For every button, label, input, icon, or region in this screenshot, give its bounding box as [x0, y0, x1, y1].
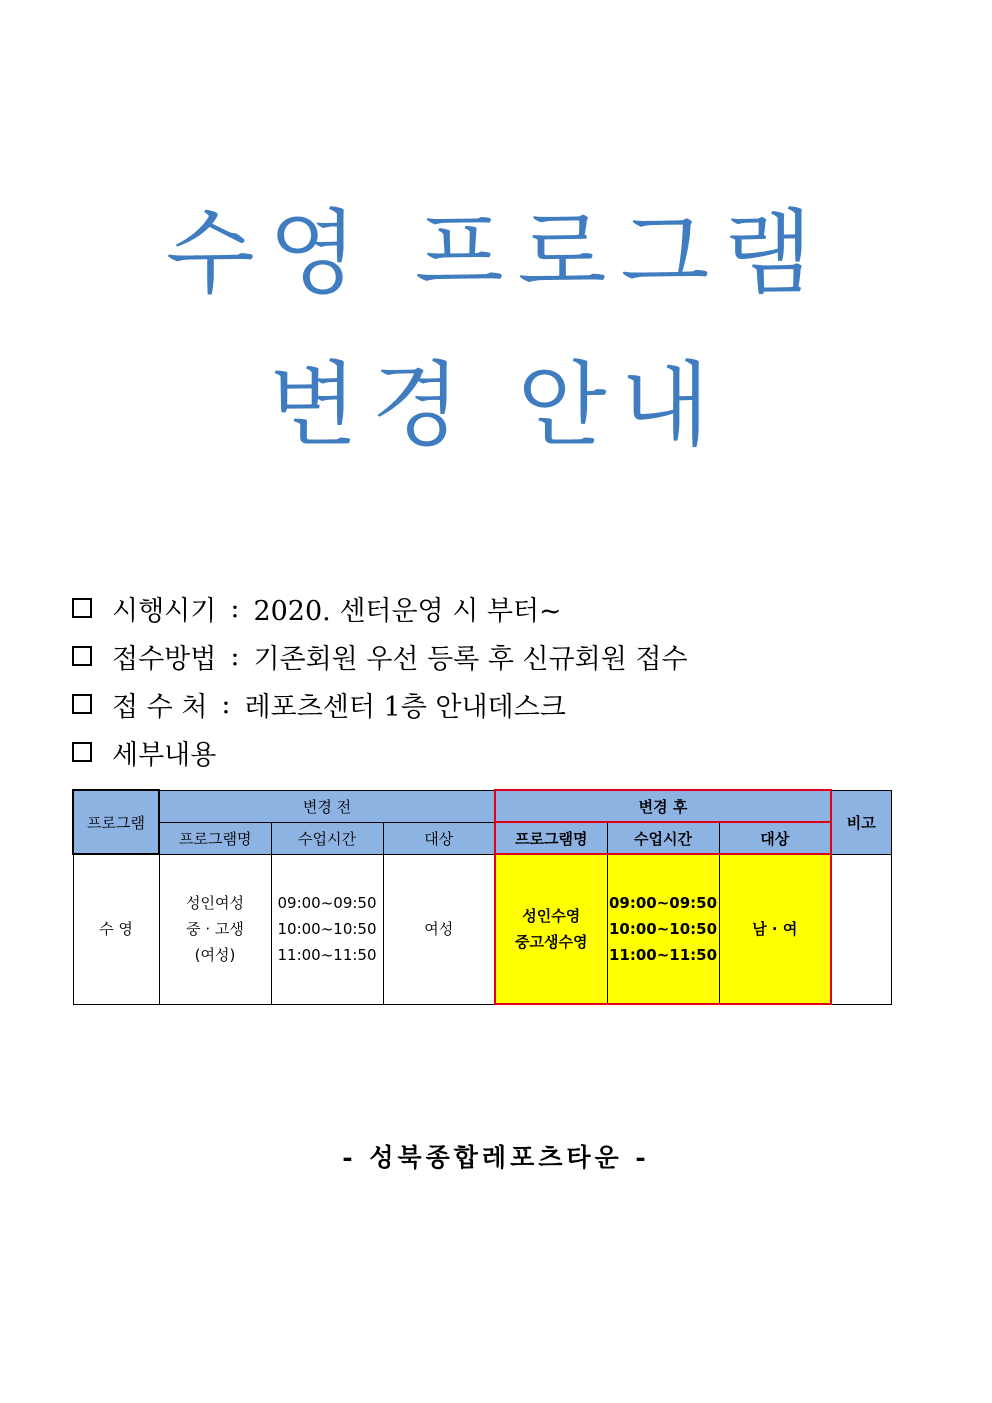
footer-organization: - 성북종합레포츠타운 -	[342, 1143, 650, 1172]
info-value: 레포츠센터 1층 안내데스크	[244, 691, 566, 723]
before-time: 09:00~09:50	[277, 894, 377, 912]
cell-note	[831, 854, 891, 1004]
page-title-line-2: 변경 안내	[268, 352, 724, 459]
header-before-target: 대상	[383, 822, 495, 854]
header-note: 비고	[831, 790, 891, 854]
checkbox-icon	[72, 742, 92, 762]
info-colon: :	[230, 640, 240, 672]
header-after-name: 프로그램명	[495, 822, 607, 854]
info-item-reception	[72, 684, 566, 724]
before-name: 성인여성	[186, 894, 244, 912]
cell-after-names	[495, 854, 607, 1004]
info-label: 세부내용	[112, 739, 217, 771]
info-label: 접수방법	[112, 643, 217, 675]
checkbox-icon	[72, 646, 92, 666]
before-time: 11:00~11:50	[277, 946, 377, 964]
info-value: 2020. 센터운영 시 부터~	[253, 595, 562, 627]
header-before-time: 수업시간	[271, 822, 383, 854]
cell-before-times	[271, 854, 383, 1004]
cell-before-target: 여성	[383, 854, 495, 1004]
info-label: 접 수 처	[112, 691, 208, 723]
after-time: 10:00~10:50	[608, 920, 718, 938]
checkbox-icon	[72, 694, 92, 714]
info-label: 시행시기	[112, 595, 217, 627]
info-item-details	[72, 732, 216, 772]
before-name: 중 · 고생	[186, 920, 244, 938]
table-row	[73, 854, 891, 1004]
schedule-table	[72, 789, 892, 1005]
info-item-registration-method	[72, 636, 688, 676]
before-name: (여성)	[194, 946, 236, 964]
info-colon: :	[230, 592, 240, 624]
cell-program: 수 영	[73, 854, 159, 1004]
header-after-target: 대상	[719, 822, 831, 854]
info-value: 기존회원 우선 등록 후 신규회원 접수	[253, 643, 688, 675]
cell-before-names	[159, 854, 271, 1004]
cell-after-times	[607, 854, 719, 1004]
header-after: 변경 후	[495, 790, 831, 822]
checkbox-icon	[72, 598, 92, 618]
header-before-name: 프로그램명	[159, 822, 271, 854]
after-time: 09:00~09:50	[608, 894, 718, 912]
after-time: 11:00~11:50	[608, 946, 718, 964]
page-title-line-1: 수영 프로그램	[165, 200, 827, 307]
cell-after-target: 남 · 여	[719, 854, 831, 1004]
before-time: 10:00~10:50	[277, 920, 377, 938]
after-name: 성인수영	[522, 907, 581, 925]
info-item-start-date	[72, 588, 562, 628]
after-name: 중고생수영	[515, 933, 588, 951]
header-before: 변경 전	[159, 790, 495, 822]
header-after-time: 수업시간	[607, 822, 719, 854]
header-program: 프로그램	[73, 790, 159, 854]
info-colon: :	[221, 688, 231, 720]
